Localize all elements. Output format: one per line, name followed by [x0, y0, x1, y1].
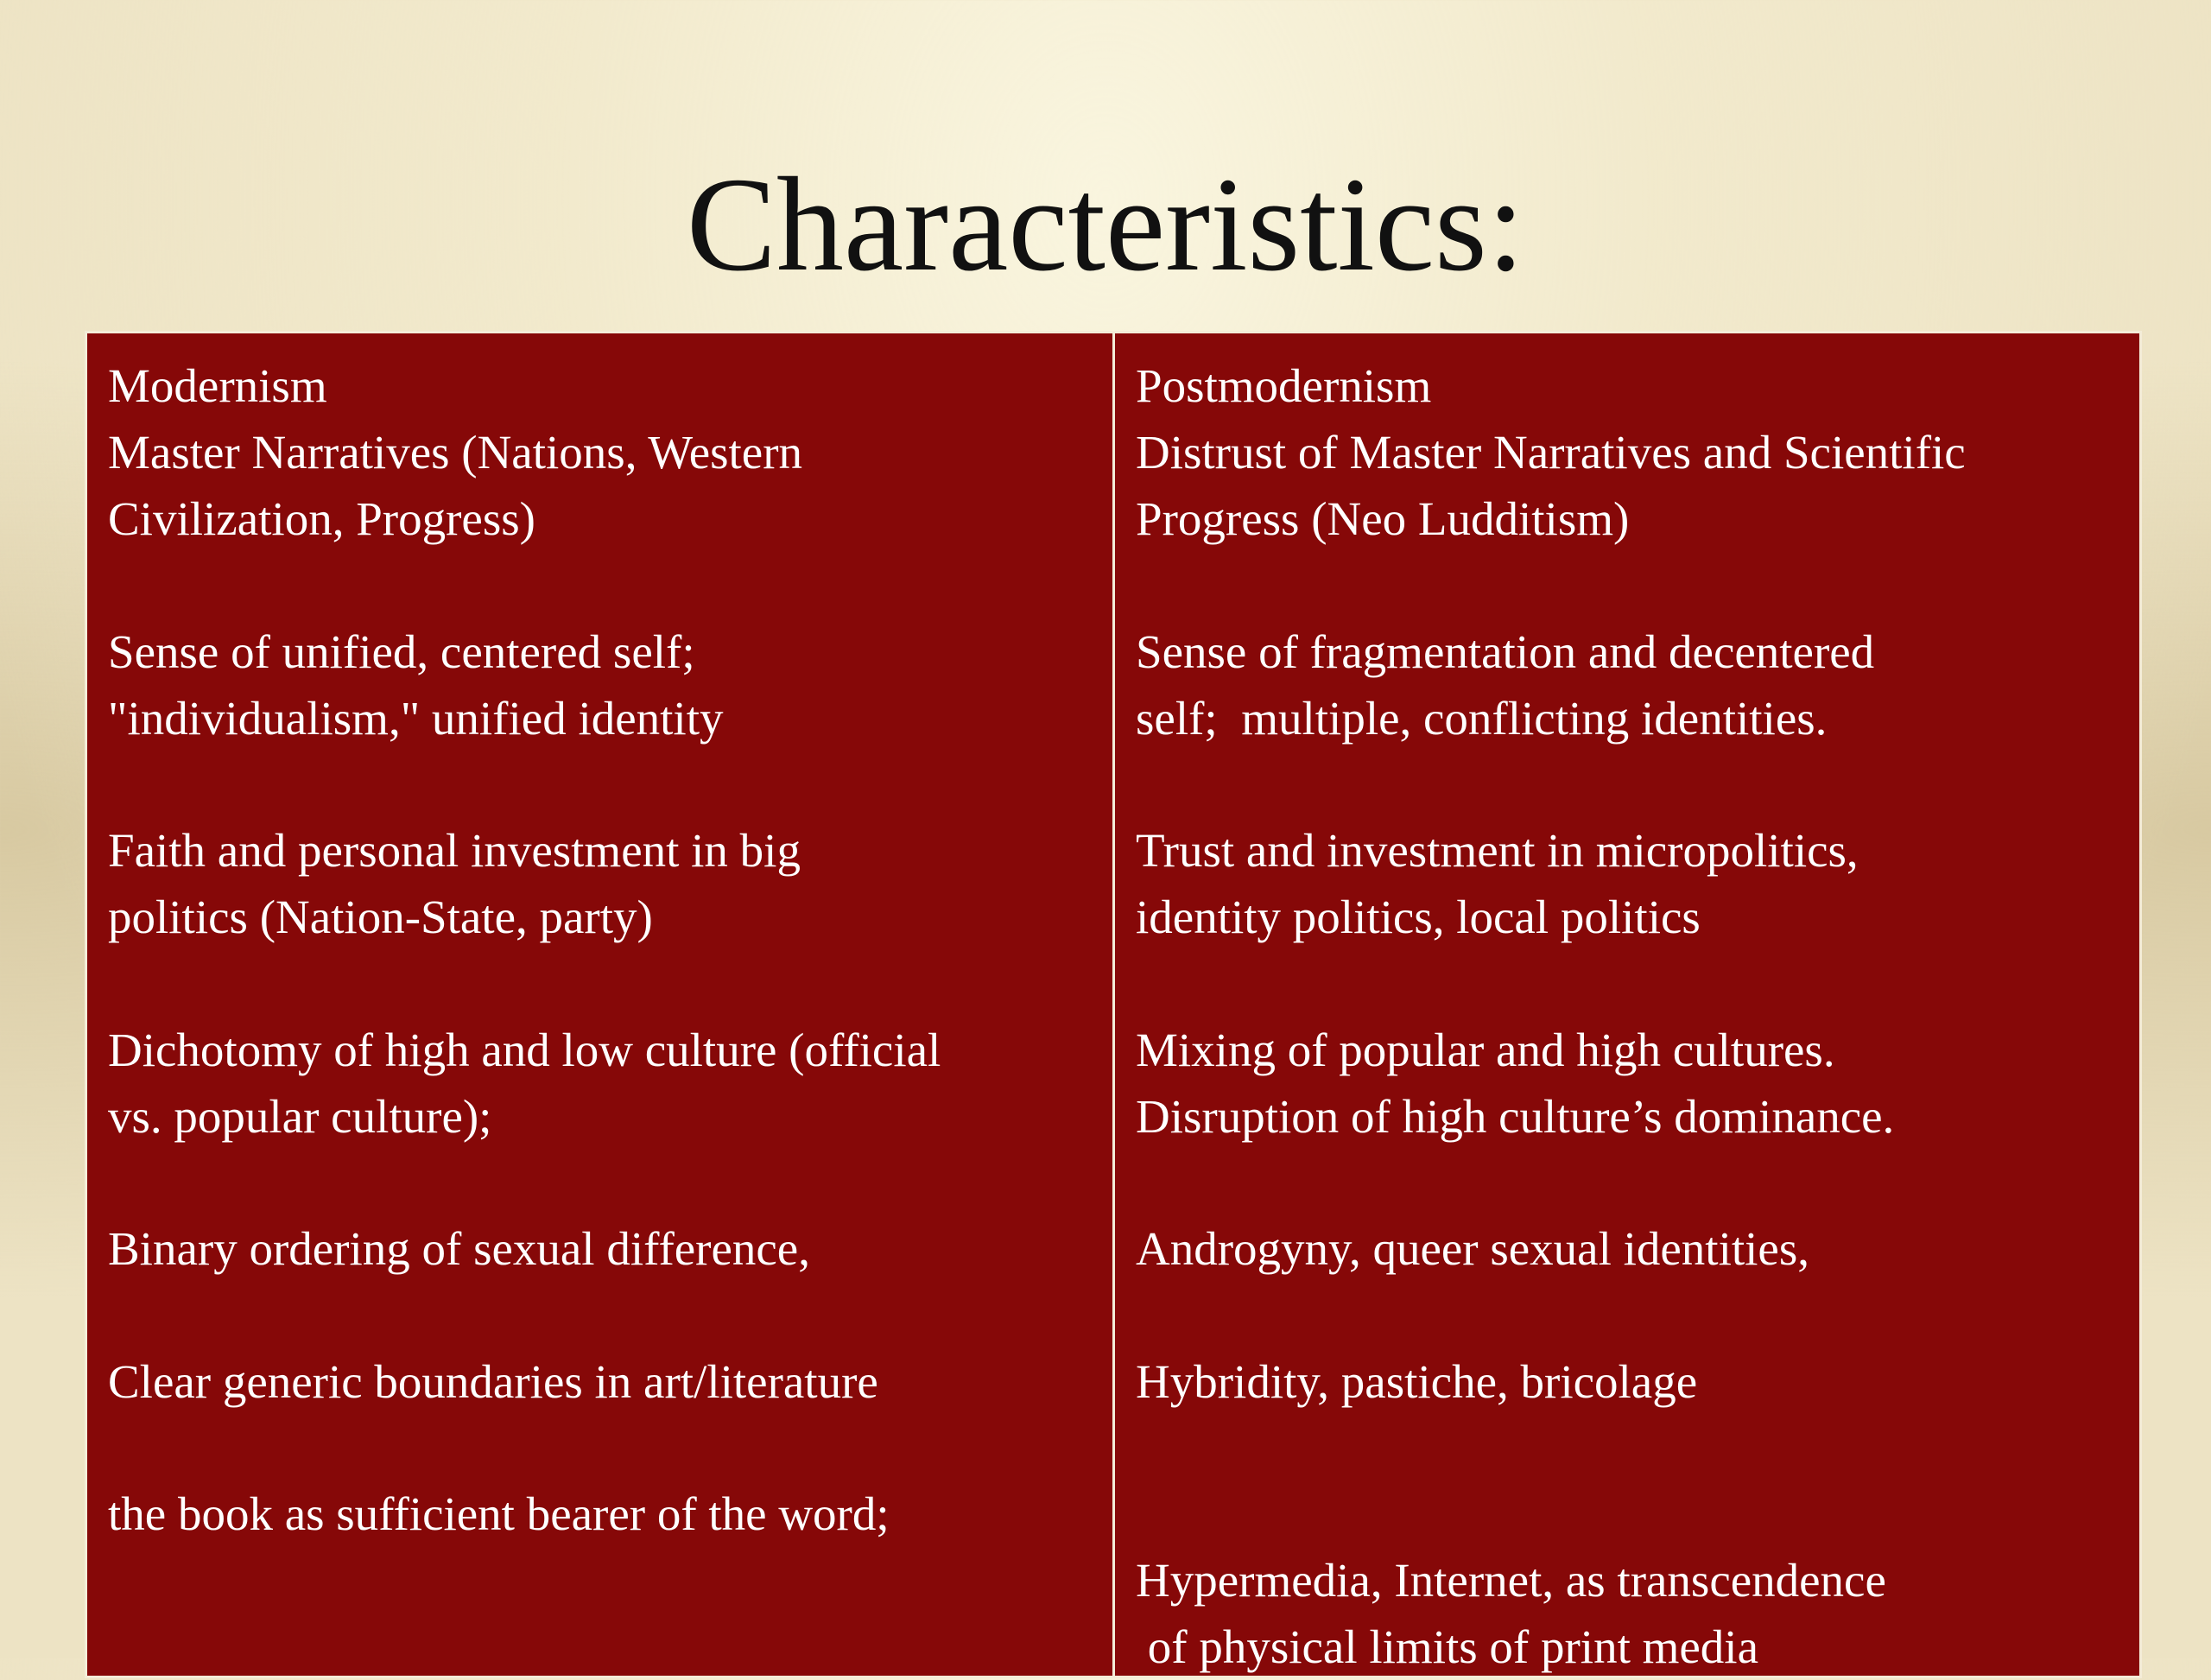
modernism-item-master-narratives: Master Narratives (Nations, Western Civilization, Progress): [108, 426, 803, 545]
postmodernism-item-distrust: Distrust of Master Narratives and Scientific Progress (Neo Ludditism): [1136, 426, 1966, 545]
modernism-column: [87, 333, 1115, 1676]
postmodernism-header: Postmodernism: [1136, 359, 1432, 412]
postmodernism-item-hypermedia: Hypermedia, Internet, as transcendence of physical limits of print media: [1136, 1554, 1886, 1673]
modernism-header: Modernism: [108, 359, 327, 412]
postmodernism-item-culture-mixing: Mixing of popular and high cultures. Disruption of high culture’s dominance.: [1136, 1024, 1895, 1143]
postmodernism-item-fragmentation: Sense of fragmentation and decentered self; multiple, conflicting identities.: [1136, 625, 1875, 745]
postmodernism-column: [1115, 333, 2139, 1676]
postmodernism-item-micropolitics: Trust and investment in micropolitics, identity politics, local politics: [1136, 824, 1859, 943]
comparison-table: [85, 331, 2142, 1678]
modernism-item-unified-self: Sense of unified, centered self; "individualism," unified identity: [108, 625, 724, 745]
slide-title: Characteristics:: [686, 149, 1525, 299]
modernism-item-generic-boundaries: Clear generic boundaries in art/literature: [108, 1355, 878, 1408]
postmodernism-item-hybridity: Hybridity, pastiche, bricolage: [1136, 1355, 1698, 1408]
modernism-item-big-politics: Faith and personal investment in big politics (Nation-State, party): [108, 824, 801, 943]
modernism-item-culture-dichotomy: Dichotomy of high and low culture (official vs. popular culture);: [108, 1024, 941, 1143]
modernism-item-sexual-difference: Binary ordering of sexual difference,: [108, 1222, 810, 1275]
postmodernism-item-androgyny: Androgyny, queer sexual identities,: [1136, 1222, 1809, 1275]
modernism-item-book: the book as sufficient bearer of the word;: [108, 1487, 890, 1540]
